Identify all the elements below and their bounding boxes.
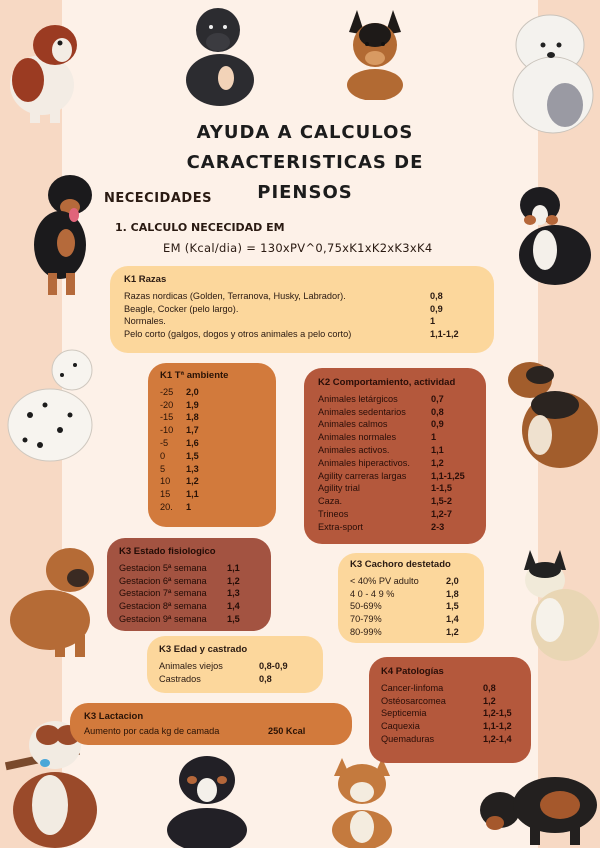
table-row (318, 444, 472, 457)
table-row (381, 682, 519, 695)
table-row (124, 328, 480, 341)
row-label: Gestacion 9ª semana (119, 613, 207, 624)
table-row (350, 588, 472, 601)
row-label: Caquexia (381, 721, 420, 732)
k3-edad-box (147, 636, 323, 693)
row-label: Normales. (124, 316, 166, 327)
row-label: Quemaduras (381, 733, 435, 744)
row-value: 1,2-1,5 (483, 708, 512, 719)
table-row (160, 488, 264, 501)
row-value: 1,2 (431, 457, 444, 468)
box-title: K1 Tª ambiente (160, 370, 229, 381)
row-value: 1,4 (227, 601, 240, 612)
row-value: 1,2-7 (431, 508, 452, 519)
table-row (318, 508, 472, 521)
k1-razas-box (110, 266, 494, 353)
row-value: 2-3 (431, 521, 445, 532)
table-row (381, 695, 519, 708)
table-row (119, 562, 259, 575)
table-row (160, 450, 264, 463)
k3-lactacion-box (70, 703, 352, 745)
row-label: Caza. (318, 496, 343, 507)
dog-illustration-spaniel (0, 10, 95, 125)
dog-illustration-cane-corso (178, 0, 258, 112)
section-heading: NECECIDADES (104, 191, 212, 206)
row-value: 0,8 (430, 290, 443, 301)
row-label: 50-69% (350, 601, 382, 612)
row-value: 0,8 (483, 682, 496, 693)
energy-formula: EM (Kcal/dia) = 130xPV^0,75xK1xK2xK3xK4 (163, 241, 433, 255)
row-label: Castrados (159, 673, 201, 684)
row-label: Animales letárgicos (318, 393, 398, 404)
table-row (159, 660, 311, 673)
table-row (160, 501, 264, 514)
table-row (318, 393, 472, 406)
row-label: Animales normales (318, 432, 397, 443)
row-label: Cancer-linfoma (381, 682, 444, 693)
table-row (160, 411, 264, 424)
row-label: Razas nordicas (Golden, Terranova, Husky, Labrador). (124, 290, 346, 301)
dog-illustration-bernese (500, 180, 600, 290)
row-value: 0,9 (431, 419, 444, 430)
k3-cachorro-box (338, 553, 484, 643)
table-row (318, 457, 472, 470)
row-value: 1-1,5 (431, 483, 452, 494)
dog-illustration-dalmatian (0, 345, 100, 475)
row-value: 1,5 (186, 450, 199, 461)
row-label: Ostéosarcomea (381, 695, 446, 706)
table-row (350, 575, 472, 588)
row-value: 1 (430, 316, 436, 327)
table-row (160, 424, 264, 437)
row-value: 250 Kcal (268, 725, 306, 736)
box-title: K3 Lactacion (84, 711, 144, 722)
dog-illustration-german-shepherd (335, 0, 415, 100)
row-value: 1,9 (186, 399, 199, 410)
row-value: 1 (431, 432, 437, 443)
row-value: 0,7 (431, 393, 444, 404)
row-value: 1,1 (186, 489, 199, 500)
row-value: 0,8-0,9 (259, 660, 288, 671)
row-label: Gestacion 5ª semana (119, 562, 207, 573)
row-label: 5 (160, 463, 166, 474)
row-value: 0,8 (259, 673, 272, 684)
row-value: 0,8 (431, 406, 444, 417)
table-row (159, 673, 311, 686)
table-row (318, 495, 472, 508)
dog-illustration-mastiff (0, 540, 105, 660)
row-label: Agility trial (318, 483, 360, 494)
table-row (119, 600, 259, 613)
box-title: K2 Comportamiento, actividad (318, 377, 456, 388)
k2-actividad-box (304, 368, 486, 544)
row-label: < 40% PV adulto (350, 575, 419, 586)
dog-illustration-shepherd-sitting (500, 350, 600, 475)
row-value: 1,3 (186, 463, 199, 474)
row-label: Gestacion 7ª semana (119, 588, 207, 599)
table-row (318, 521, 472, 534)
row-label: 4 0 - 4 9 % (350, 588, 395, 599)
row-label: -15 (160, 412, 174, 423)
row-label: 10 (160, 476, 171, 487)
dog-illustration-rottweiler (0, 165, 95, 300)
row-label: 70-79% (350, 614, 382, 625)
row-label: Animales activos. (318, 444, 390, 455)
k3-fisiologico-box (107, 538, 271, 631)
row-value: 1,5 (227, 613, 240, 624)
row-value: 1 (186, 501, 192, 512)
box-title: K3 Cachoro destetado (350, 559, 451, 570)
row-value: 1,2 (227, 575, 240, 586)
row-value: 1,7 (186, 425, 199, 436)
row-value: 1,1-1,25 (431, 470, 465, 481)
row-label: Extra-sport (318, 521, 363, 532)
row-value: 1,2 (446, 626, 459, 637)
table-row (318, 470, 472, 483)
box-title: K1 Razas (124, 274, 167, 285)
row-label: Agility carreras largas (318, 470, 407, 481)
table-row (160, 399, 264, 412)
title-line-2: PIENSOS (257, 182, 353, 203)
row-label: Aumento por cada kg de camada (84, 725, 220, 736)
table-row (124, 315, 480, 328)
row-value: 1,8 (446, 588, 459, 599)
dog-illustration-old-english-sheepdog (495, 5, 600, 135)
table-row (381, 720, 519, 733)
row-value: 1,2 (483, 695, 496, 706)
dog-illustration-akita (320, 752, 405, 848)
box-title: K3 Estado fisiologico (119, 546, 216, 557)
title-line-1: AYUDA A CALCULOS CARACTERISTICAS DE (186, 122, 424, 173)
table-row (160, 463, 264, 476)
table-row (318, 418, 472, 431)
subsection-heading: 1. CALCULO NECECIDAD EM (115, 221, 285, 234)
row-label: 20. (160, 501, 173, 512)
row-label: Animales calmos (318, 419, 388, 430)
table-row (350, 600, 472, 613)
table-row (318, 431, 472, 444)
row-value: 1,1 (431, 444, 444, 455)
row-label: -20 (160, 399, 174, 410)
row-label: Animales viejos (159, 660, 223, 671)
row-label: Trineos (318, 508, 349, 519)
table-row (350, 613, 472, 626)
table-row (84, 725, 338, 738)
row-value: 1,6 (186, 437, 199, 448)
row-value: 1,8 (186, 412, 199, 423)
row-label: -25 (160, 386, 174, 397)
row-value: 1,2-1,4 (483, 733, 512, 744)
table-row (119, 575, 259, 588)
table-row (160, 437, 264, 450)
row-label: 80-99% (350, 626, 382, 637)
row-value: 1,2 (186, 476, 199, 487)
row-value: 1,1-1,2 (483, 721, 512, 732)
row-label: -5 (160, 437, 169, 448)
row-value: 1,1-1,2 (430, 329, 459, 340)
row-value: 1,1 (227, 562, 240, 573)
table-row (124, 290, 480, 303)
k1-temperatura-box (148, 363, 276, 527)
table-row (160, 475, 264, 488)
table-row (381, 733, 519, 746)
table-row (119, 587, 259, 600)
row-label: 15 (160, 489, 171, 500)
row-value: 2,0 (186, 386, 199, 397)
row-label: -10 (160, 425, 174, 436)
row-label: 0 (160, 450, 166, 461)
row-label: Animales sedentarios (318, 406, 406, 417)
row-value: 1,3 (227, 588, 240, 599)
row-value: 0,9 (430, 303, 443, 314)
row-label: Beagle, Cocker (pelo largo). (124, 303, 239, 314)
dog-illustration-husky (510, 540, 600, 665)
row-value: 1,5 (446, 601, 459, 612)
table-row (119, 613, 259, 626)
table-row (350, 626, 472, 639)
box-title: K4 Patologías (381, 666, 444, 677)
table-row (160, 386, 264, 399)
row-label: Septicemia (381, 708, 427, 719)
box-title: K3 Edad y castrado (159, 644, 248, 655)
table-row (381, 707, 519, 720)
table-row (318, 482, 472, 495)
row-label: Gestacion 8ª semana (119, 601, 207, 612)
k4-patologias-box (369, 657, 531, 763)
row-label: Pelo corto (galgos, dogos y otros animales a pelo corto) (124, 329, 352, 340)
row-value: 1,5-2 (431, 496, 452, 507)
row-value: 1,4 (446, 614, 459, 625)
row-value: 2,0 (446, 575, 459, 586)
row-label: Gestacion 6ª semana (119, 575, 207, 586)
dog-illustration-bernese-puppy (162, 750, 262, 848)
row-label: Animales hiperactivos. (318, 457, 410, 468)
table-row (318, 406, 472, 419)
table-row (124, 303, 480, 316)
